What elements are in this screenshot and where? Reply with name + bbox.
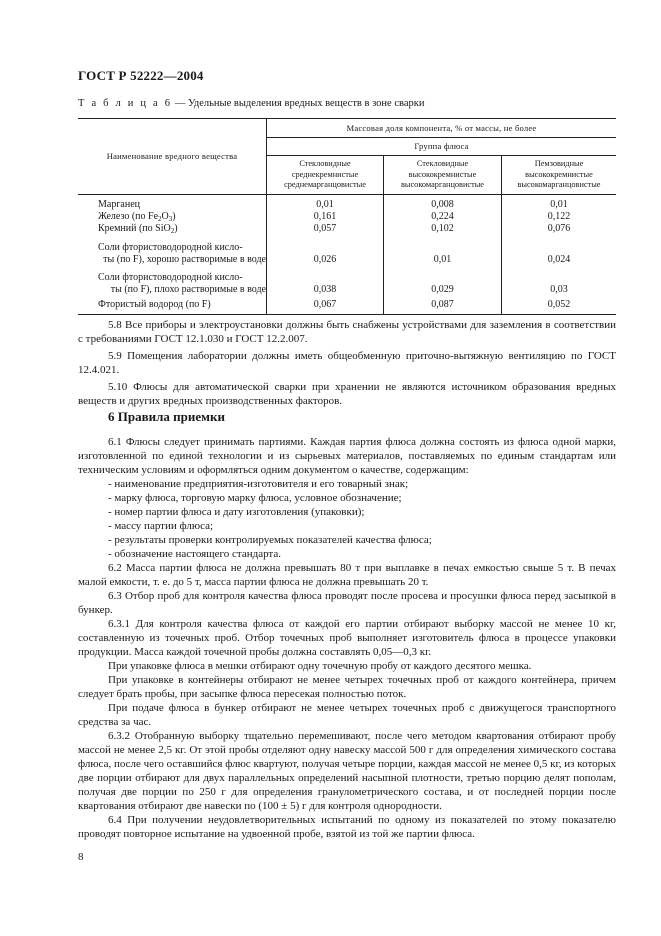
column-header-group-2: Стекловидные высококремнистые высокомарганцовистые <box>384 156 502 195</box>
list-item: - обозначение настоящего стандарта. <box>108 548 282 560</box>
table-cell: 0,03 <box>550 283 568 295</box>
table-row <box>78 266 616 296</box>
column-header-flux-group: Группа флюса <box>267 138 617 156</box>
paragraph-6-2: 6.2 Масса партии флюса не должна превышать 80 т при выплавке в печах емкостью свыше 5 т. В печах малой емкости, т. е. до 5 т, масса партии флюса не должна превышать 20 т. <box>78 562 616 588</box>
table-cell: 0,01 0,161 0,057 <box>313 199 337 234</box>
hazardous-substances-table <box>78 118 616 315</box>
substance-names-basic: Марганец Железо (по $Fe_2O_3$) Кремний (по SiO$_2$) <box>78 195 267 236</box>
substance-name-hydrogen-fluoride: Фтористый водород (по F) <box>78 296 267 315</box>
paragraph-bags: При упаковке флюса в мешки отбирают одну точечную пробу от каждого десятого мешка. <box>108 660 532 672</box>
paragraph-6-3: 6.3 Отбор проб для контроля качества флюса проводят после просева и просушки флюса перед засыпкой в бункер. <box>78 590 616 616</box>
table-caption-label: Т а б л и ц а 6 <box>78 98 173 109</box>
table-cell: 0,008 0,224 0,102 <box>384 195 502 236</box>
list-item: - массу партии флюса; <box>108 520 214 532</box>
table-cell: 0,01 0,122 0,076 <box>547 199 571 234</box>
table-cell: 0,052 <box>502 296 617 315</box>
table-cell: 0,026 <box>313 253 337 265</box>
table-caption-title: — Удельные выделения вредных веществ в зоне сварки <box>172 98 425 109</box>
paragraph-6-3-1: 6.3.1 Для контроля качества флюса от каждой его партии отбирают выборку массой не менее 10 кг, составленную из точечных проб. Отбор точечных проб выполняет изготовитель флюса в процессе упаковки продукции. Масса каждой точечной пробы должна составлять 0,05—0,3 кг. <box>78 618 616 658</box>
paragraph-5-9: 5.9 Помещения лаборатории должны иметь общеобменную приточно-вытяжную вентиляцию по ГОСТ 12.4.021. <box>78 350 616 376</box>
section-title: 6 Правила приемки <box>108 409 225 424</box>
table-row <box>78 236 616 266</box>
table-row <box>78 195 616 236</box>
list-item: - наименование предприятия-изготовителя и его товарный знак; <box>108 478 409 490</box>
table-cell: 0,067 <box>267 296 384 315</box>
paragraph-5-8: 5.8 Все приборы и электроустановки должны быть снабжены устройствами для заземления в соответствии с требованиями ГОСТ 12.1.030 и ГОСТ 12.2.007. <box>78 319 616 345</box>
paragraph-5-10: 5.10 Флюсы для автоматической сварки при хранении не являются источником образования вредных веществ и других вредных производственных факторов. <box>78 381 616 407</box>
paragraph-bunker: При подаче флюса в бункер отбирают не менее четырех точечных проб с движущегося транспортного средства за час. <box>78 702 616 728</box>
section-6-body <box>78 435 616 841</box>
document-header: ГОСТ Р 52222—2004 <box>78 68 204 83</box>
table-cell: 0,038 <box>313 283 337 295</box>
table-cell: 0,087 <box>384 296 502 315</box>
list-item: - номер партии флюса и дату изготовления (упаковки); <box>108 506 365 518</box>
list-item: - марку флюса, торговую марку флюса, условное обозначение; <box>108 492 402 504</box>
table-cell: 0,024 <box>547 253 571 265</box>
substance-name-hf-insoluble: Соли фтористоводородной кисло- ты (по F), плохо растворимые в воде <box>78 266 267 296</box>
paragraph-6-3-2: 6.3.2 Отобранную выборку тщательно перемешивают, после чего методом квартования отбирают пробу массой не менее 2,5 кг. От этой пробы отделяют одну навеску массой 500 г для определения химического состава флюса, после чего оставшийся флюс квартуют, получая четыре порции, каждая массой не менее 0,5 кг, из которых две порции отбирают для двух параллельных определений насыпной плотности, третью порцию делят пополам, получая две порции по 250 г для определения гранулометрического состава, и от последней порции после квартования отбирают две навески по (100 ± 5) г для контроля однородности. <box>78 730 616 812</box>
paragraph-6-1: 6.1 Флюсы следует принимать партиями. Каждая партия флюса должна состоять из флюса одной марки, изготовленной по единой технологии и из сырьевых материалов, поставляемых по единым стандартам или техническим условиям и оформляться одним документом о качестве, содержащим: <box>78 436 616 476</box>
section-5-paragraphs <box>78 318 616 408</box>
table-row <box>78 296 616 315</box>
column-header-group-1: Стекловидные среднекремнистые среднемарганцовистые <box>267 156 384 195</box>
list-item: - результаты проверки контролируемых показателей качества флюса; <box>108 534 432 546</box>
page-number: 8 <box>78 851 84 863</box>
column-header-mass-fraction: Массовая доля компонента, % от массы, не более <box>267 119 617 138</box>
table-caption <box>78 98 424 109</box>
substance-name-hf-soluble: Соли фтористоводородной кисло- ты (по F), хорошо растворимые в воде <box>78 236 267 266</box>
column-header-substance: Наименование вредного вещества <box>78 119 267 195</box>
table-cell: 0,029 <box>384 266 502 296</box>
paragraph-containers: При упаковке в контейнеры отбирают не менее четырех точечных проб от каждого контейнера, причем следует брать пробы, при засыпке флюса пересекая полностью поток. <box>78 674 616 700</box>
paragraph-6-4: 6.4 При получении неудовлетворительных испытаний по одному из показателей по этому показателю проводят повторное испытание на удвоенной пробе, взятой из той же партии флюса. <box>78 814 616 840</box>
table-cell: 0,01 <box>384 236 502 266</box>
column-header-group-3: Пемзовидные высококремнистые высокомарганцовистые <box>502 156 617 195</box>
